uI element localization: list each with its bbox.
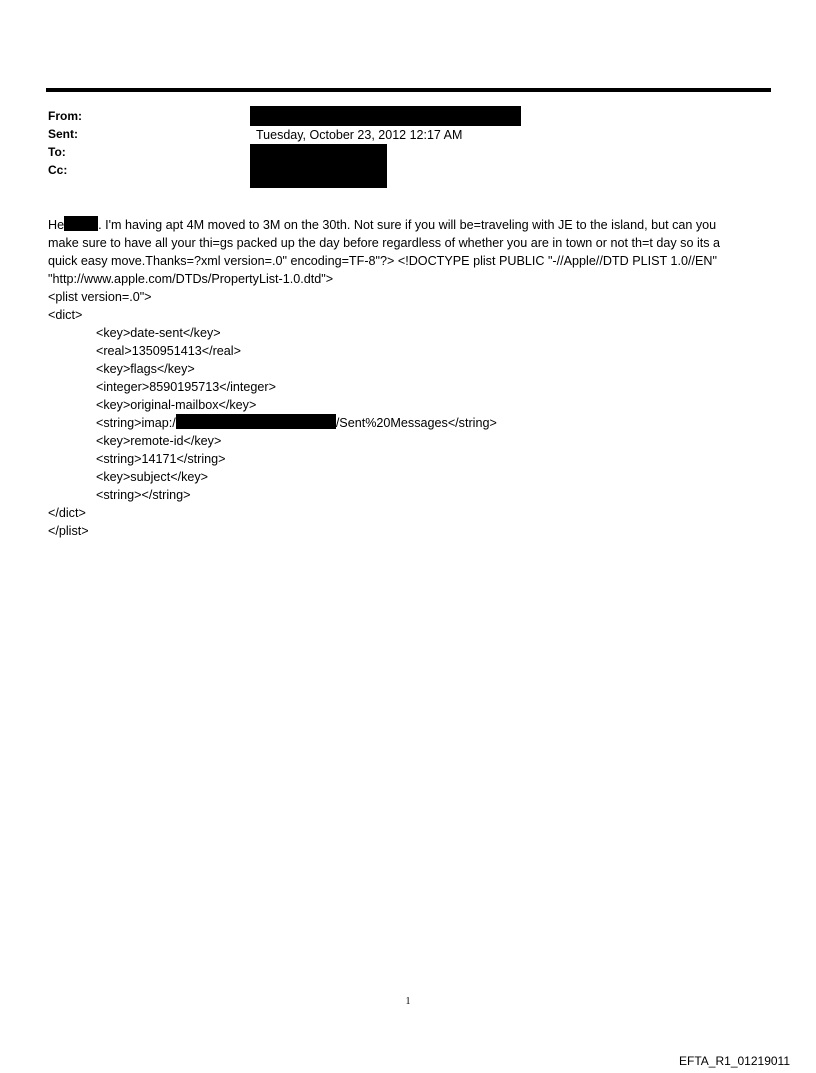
cc-label: Cc:: [48, 163, 68, 177]
plist-key-original-mailbox: <key>original-mailbox</key>: [96, 398, 257, 412]
greeting-text: He: [48, 218, 65, 232]
header-rule: [46, 88, 771, 92]
mailbox-end: /Sent%20Messages</string>: [335, 416, 497, 430]
plist-value-original-mailbox: [48, 414, 776, 432]
plist-key-flags: <key>flags</key>: [96, 362, 195, 376]
body-line-3: quick easy move.Thanks=?xml version=.0" encoding=TF-8"?> <!DOCTYPE plist PUBLIC "-//Apple//DTD PLIST 1.0//EN": [48, 254, 717, 268]
document-id: EFTA_R1_01219011: [679, 1054, 790, 1068]
name-redaction: [64, 216, 98, 231]
plist-key-remote-id: <key>remote-id</key>: [96, 434, 222, 448]
plist-value-flags: <integer>8590195713</integer>: [96, 380, 276, 394]
plist-open: <plist version=.0">: [48, 290, 152, 304]
to-label: To:: [48, 145, 66, 159]
dict-open: <dict>: [48, 308, 83, 322]
dict-close: </dict>: [48, 506, 86, 520]
body-line-1: [48, 216, 776, 234]
from-label: From:: [48, 109, 82, 123]
mailbox-redaction: [176, 414, 336, 429]
message-body: [48, 216, 776, 540]
from-redaction: [250, 106, 521, 126]
sent-label: Sent:: [48, 127, 78, 141]
plist-key-subject: <key>subject</key>: [96, 470, 209, 484]
plist-value-date-sent: <real>1350951413</real>: [96, 344, 241, 358]
mailbox-start: <string>imap:/: [96, 416, 176, 430]
body-text-1: . I'm having apt 4M moved to 3M on the 30th. Not sure if you will be=traveling with JE to the island, but can you: [98, 218, 717, 232]
plist-value-remote-id: <string>14171</string>: [96, 452, 226, 466]
body-line-2: make sure to have all your thi=gs packed up the day before regardless of whether you are in town or not th=t day so its a: [48, 236, 721, 250]
sent-value: Tuesday, October 23, 2012 12:17 AM: [256, 128, 463, 142]
plist-key-date-sent: <key>date-sent</key>: [96, 326, 221, 340]
recipients-redaction: [250, 144, 387, 188]
page-number: 1: [405, 996, 411, 1007]
plist-close: </plist>: [48, 524, 89, 538]
body-line-4: "http://www.apple.com/DTDs/PropertyList-1.0.dtd">: [48, 272, 334, 286]
plist-value-subject: <string></string>: [96, 488, 191, 502]
